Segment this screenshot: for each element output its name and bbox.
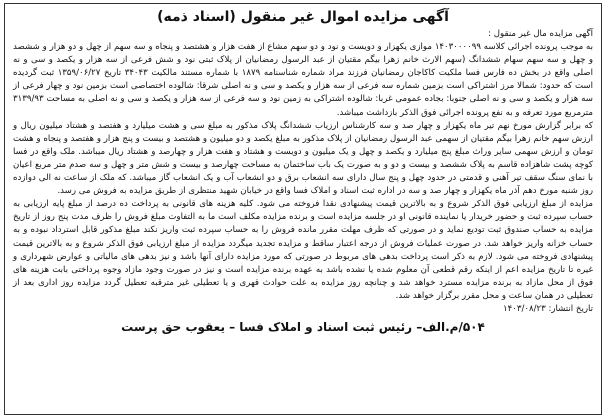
notice-paragraph-valuation: که برابر گزارش مورخ نهم تیر ماه یکهزار و چهار صد و سه کارشناس ارزیاب ششدانگ پلاک مذکور به مبلغ سی و هشت میلیارد و هفتصد و هشتاد میلیون ریال و ارزش سهم خانم زهرا بیگم مقتیان از سهمی عبد الرسول رمضانیان از پلاک مذکور به مبلغ یکصد و دو میلیون و هشتصد و بیست و پنج هزار و هفتصد و پنجاه و هشت تومان و ارزش سهمی سایر وراث مبلغ پنج میلیارد و یکصد و چهل و یک میلیون و دویست و هشتاد و هفت هزار و چهارصد و هشتاد ریال میباشد. ملک واقع در فسا کوچه پشت شاهزاده قاسم به پلاک ششصد و بیست و دو و به صورت یک باب ساختمان به مساحت چهارصد و بیست و شش متر و چهل و سه صدم متر مربع اعیان با نمای سنگ سقف تیر آهنی و قدمتی در حدود چهل و پنج سال دارای سه انشعاب برق و دو انشعاب آب و یک انشعاب گاز میباشد. که ملک از ساعت نه الی دوازده روز شنبه مورخ دهم آذر ماه یکهزار و چهار صد و سه در اداره ثبت اسناد و املاک فسا واقع در خیابان شهید منتظری از طریق مزایده به فروش می رسد. bbox=[13, 120, 593, 197]
notice-signature: ۵۰۴/م.الف– رئیس ثبت اسناد و املاک فسا – یعقوب حق پرست bbox=[121, 319, 485, 334]
notice-paragraph-terms: مزایده از مبلغ ارزیابی فوق الذکر شروع و به بالاترین قیمت پیشنهادی نقدا فروخته می شود. کلیه هزینه های قانونی به پرداخت ده درصد از مبلغ پایه ارزیابی به حساب سپرده ثبت و حضور خریدار یا نماینده قانونی او در جلسه مزایده است و برنده مزایده مکلف است ما به التفاوت مبلغ فروش را ظرف مدت پنج روز از تاریخ مزایده به حساب صندوق ثبت تودیع نماید و در صورتی که ظرف مهلت مقرر مانده فروش را به حساب سپرده ثبت واریز نکند مبلغ مذکور قابل استرداد نبوده و به حساب خزانه واریز خواهد شد. در صورت عملیات فروش از درجه اعتبار ساقط و مزایده تجدید میگردد مزایده از مبلغ ارزیابی فوق الذکر شروع و به بالاترین قیمت پیشنهادی فروخته می شود. لازم به ذکر است پرداخت بدهی های مربوط در صورتی که مورد مزایده دارای آنها باشد و نیز بدهی های مالیاتی و عوارض شهرداری و غیره تا تاریخ مزایده اعم از اینکه رقم قطعی آن معلوم شده یا نشده باشد به عهده برنده مزایده است و نیز در صورت وجود مازاد وجوه پرداختی بابت هزینه های فوق از محل مازاد به برنده مزایده مسترد خواهد شد و چنانچه روز مزایده به علت حوادث قهری و یا تعطیلی غیر مترقبه تعطیل گردد مزایده روز اداری بعد از تعطیلی در همان ساعت و محل مقرر برگزار خواهد شد. bbox=[13, 199, 593, 301]
notice-opening: آگهی مزایده مال غیر منقول : bbox=[488, 29, 593, 39]
auction-notice bbox=[4, 3, 602, 415]
publication-date: تاریخ انتشار: ۱۴۰۳/۰۸/۲۳ bbox=[503, 303, 593, 314]
notice-paragraph-case: به موجب پرونده اجرائی کلاسه ۱۴۰۳۰۰۰۰۹۹ موازی یکهزار و دویست و نود و دو سهم مشاع از هفت هزار و هشتصد و پنجاه و سه سهم از چهل و دو هزار و ششصد و چهل و سه سهم سهام ششدانگ (سهم الارث خانم زهرا بیگم مقتیان از عبد الرسول رمضانیان از پلاک ثبتی نود و شش فرعی از سه هزار و یکصد و سی و نه اصلی واقع در بخش ده فارس فسا ملکیت کاکاجان رمضانیان فرزند مراد شماره شناسنامه ۱۸۷۹ با شماره مستند مالکیت ۳۴۰۴۳ تاریخ ۱۳۵۹/۰۶/۲۷ ثبت گردیده است که حدود: شمالا مرز اشتراکی است بزمین شماره سه فرعی از سه هزار و یکصد و سی و نه اصلی شرقا: شالوده اختصاصی است بزمین نود و چهار فرعی از سه هزار و یکصد و سی و نه اصلی جنوبا: بجاده عمومی غربا: شالوده اشتراکی به زمین نود و سه فرعی از سه هزار و یکصد و سی و نه اصلی به مساحت ۳۱۳۹/۹۳ مترمربع مورد تعرفه و به نفع پرونده اجرائی فوق الذکر بازداشت میباشد. bbox=[13, 42, 593, 118]
notice-title: آگهی مزایده اموال غیر منقول (اسناد ذمه) bbox=[157, 9, 449, 25]
